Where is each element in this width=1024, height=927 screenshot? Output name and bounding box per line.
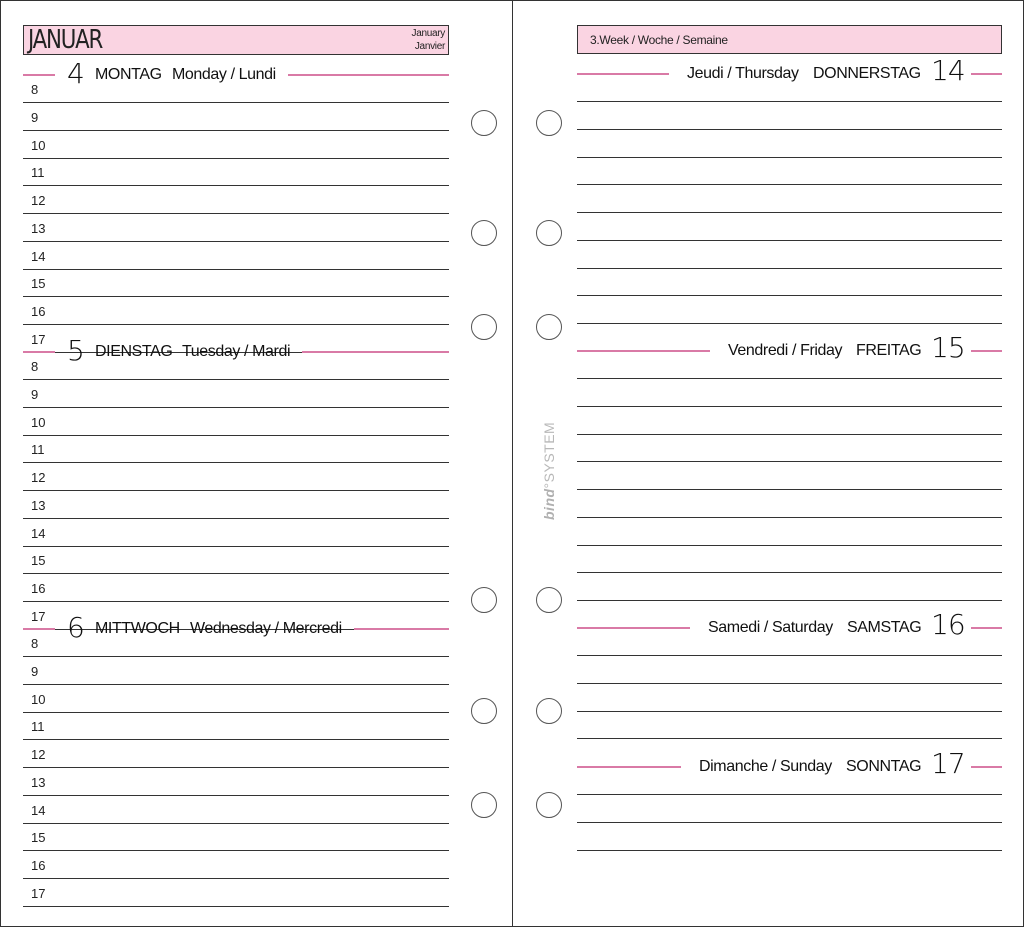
day-name-de: MONTAG bbox=[95, 66, 162, 83]
day-number: 15 bbox=[931, 331, 965, 364]
hole-icon bbox=[536, 110, 562, 136]
hour-label: 15 bbox=[31, 553, 46, 569]
hour-line bbox=[577, 129, 1002, 130]
right-page bbox=[512, 0, 1024, 927]
hour-line bbox=[23, 795, 449, 796]
hour-line bbox=[577, 517, 1002, 518]
day-rule-left bbox=[23, 351, 55, 353]
hole-icon bbox=[536, 314, 562, 340]
hour-label: 11 bbox=[31, 719, 45, 735]
hour-label: 17 bbox=[31, 885, 46, 901]
week-header: 3.Week / Woche / Semaine bbox=[577, 25, 1002, 54]
hour-line bbox=[23, 656, 449, 657]
hole-icon bbox=[536, 220, 562, 246]
day-rule-left bbox=[577, 73, 669, 75]
hour-label: 17 bbox=[31, 331, 46, 347]
hour-label: 12 bbox=[31, 747, 46, 762]
hole-icon bbox=[471, 587, 497, 613]
hour-line bbox=[23, 407, 449, 408]
day-rule-right bbox=[288, 74, 449, 76]
hour-line bbox=[23, 823, 449, 824]
hour-line bbox=[577, 434, 1002, 435]
hour-label: 12 bbox=[31, 470, 46, 485]
hour-label: 8 bbox=[31, 359, 39, 374]
hour-line bbox=[577, 850, 1002, 851]
hour-line bbox=[577, 268, 1002, 269]
hole-icon bbox=[536, 792, 562, 818]
day-name-intl: Monday / Lundi bbox=[172, 66, 276, 83]
hour-line bbox=[577, 378, 1002, 379]
day-name-de: SAMSTAG bbox=[847, 619, 922, 636]
day-rule-left bbox=[23, 628, 55, 630]
hour-label: 8 bbox=[31, 636, 39, 651]
day-rule-left bbox=[577, 627, 690, 629]
hour-line bbox=[577, 295, 1002, 296]
month-title: JANUAR bbox=[28, 25, 103, 55]
day-name-intl: Tuesday / Mardi bbox=[182, 343, 291, 360]
hour-label: 14 bbox=[31, 802, 46, 818]
day-rule-right bbox=[354, 628, 449, 630]
hour-label: 11 bbox=[31, 442, 45, 458]
day-name-de: FREITAG bbox=[856, 342, 922, 359]
hour-label: 13 bbox=[31, 220, 46, 236]
hour-label: 17 bbox=[31, 608, 46, 624]
day-rule-right bbox=[971, 73, 1002, 75]
brand-logo: bind°SYSTEM bbox=[541, 421, 557, 520]
hour-line bbox=[577, 157, 1002, 158]
day-rule-left bbox=[577, 350, 710, 352]
hour-line bbox=[23, 601, 449, 602]
hour-line bbox=[23, 185, 449, 186]
day-name-de: SONNTAG bbox=[846, 758, 922, 775]
hole-icon bbox=[536, 698, 562, 724]
hour-line bbox=[23, 158, 449, 159]
hour-label: 10 bbox=[31, 414, 46, 430]
day-name-intl: Vendredi / Friday bbox=[728, 342, 843, 359]
hour-line bbox=[23, 518, 449, 519]
hour-line bbox=[577, 461, 1002, 462]
hole-icon bbox=[471, 698, 497, 724]
hour-line bbox=[577, 184, 1002, 185]
hour-line bbox=[577, 323, 1002, 324]
hour-label: 9 bbox=[31, 386, 39, 402]
day-rule-left bbox=[577, 766, 681, 768]
hour-label: 16 bbox=[31, 858, 46, 873]
hole-icon bbox=[471, 110, 497, 136]
hour-label: 14 bbox=[31, 525, 46, 541]
hour-line bbox=[23, 324, 449, 325]
hour-line bbox=[577, 240, 1002, 241]
hour-line bbox=[577, 711, 1002, 712]
day-rule-right bbox=[971, 350, 1002, 352]
hour-line bbox=[577, 822, 1002, 823]
hole-icon bbox=[471, 792, 497, 818]
hour-line bbox=[577, 101, 1002, 102]
day-rule-left bbox=[23, 74, 55, 76]
hole-icon bbox=[536, 587, 562, 613]
hour-line bbox=[23, 296, 449, 297]
hour-line bbox=[577, 655, 1002, 656]
day-rule-right bbox=[971, 627, 1002, 629]
hour-line bbox=[577, 738, 1002, 739]
hour-label: 16 bbox=[31, 581, 46, 596]
month-name-en: January bbox=[411, 28, 445, 39]
day-rule-right bbox=[971, 766, 1002, 768]
day-number: 4 bbox=[67, 57, 84, 90]
day-name-intl: Dimanche / Sunday bbox=[699, 758, 832, 775]
hour-line bbox=[577, 489, 1002, 490]
hour-line bbox=[23, 269, 449, 270]
hour-label: 12 bbox=[31, 193, 46, 208]
hour-label: 14 bbox=[31, 248, 46, 264]
hour-line bbox=[23, 213, 449, 214]
day-number: 6 bbox=[67, 611, 84, 644]
hour-line bbox=[577, 545, 1002, 546]
day-number: 17 bbox=[931, 747, 965, 780]
day-name-intl: Samedi / Saturday bbox=[708, 619, 833, 636]
hour-line bbox=[23, 878, 449, 879]
hour-line bbox=[23, 130, 449, 131]
hour-label: 9 bbox=[31, 109, 39, 125]
hour-label: 10 bbox=[31, 137, 46, 153]
hour-label: 13 bbox=[31, 774, 46, 790]
hour-line bbox=[23, 546, 449, 547]
hour-label: 15 bbox=[31, 830, 46, 846]
hour-line bbox=[23, 379, 449, 380]
hour-line bbox=[577, 683, 1002, 684]
hour-line bbox=[23, 712, 449, 713]
hour-line bbox=[23, 102, 449, 103]
hour-label: 16 bbox=[31, 304, 46, 319]
day-name-de: MITTWOCH bbox=[95, 620, 180, 637]
hour-line bbox=[577, 406, 1002, 407]
day-name-intl: Jeudi / Thursday bbox=[687, 65, 799, 82]
hour-line bbox=[23, 739, 449, 740]
day-name-de: DONNERSTAG bbox=[813, 65, 921, 82]
hour-line bbox=[577, 572, 1002, 573]
hour-label: 15 bbox=[31, 276, 46, 292]
hour-line bbox=[23, 435, 449, 436]
hour-line bbox=[23, 490, 449, 491]
day-rule-right bbox=[302, 351, 449, 353]
hour-line bbox=[23, 850, 449, 851]
hour-line bbox=[23, 241, 449, 242]
day-number: 14 bbox=[931, 54, 965, 87]
hour-label: 8 bbox=[31, 82, 39, 97]
hour-line bbox=[577, 212, 1002, 213]
hour-label: 9 bbox=[31, 663, 39, 679]
hour-line bbox=[23, 684, 449, 685]
day-name-de: DIENSTAG bbox=[95, 343, 173, 360]
day-name-intl: Wednesday / Mercredi bbox=[190, 620, 342, 637]
hour-line bbox=[577, 600, 1002, 601]
day-number: 5 bbox=[67, 334, 84, 367]
hole-icon bbox=[471, 314, 497, 340]
day-number: 16 bbox=[931, 608, 965, 641]
month-header bbox=[23, 25, 449, 55]
hour-line bbox=[577, 794, 1002, 795]
hour-line bbox=[23, 573, 449, 574]
hour-line bbox=[23, 767, 449, 768]
hour-label: 10 bbox=[31, 691, 46, 707]
hole-icon bbox=[471, 220, 497, 246]
hour-line bbox=[23, 462, 449, 463]
hour-label: 13 bbox=[31, 497, 46, 513]
hour-label: 11 bbox=[31, 165, 45, 181]
month-name-fr: Janvier bbox=[414, 41, 445, 52]
hour-line bbox=[23, 906, 449, 907]
